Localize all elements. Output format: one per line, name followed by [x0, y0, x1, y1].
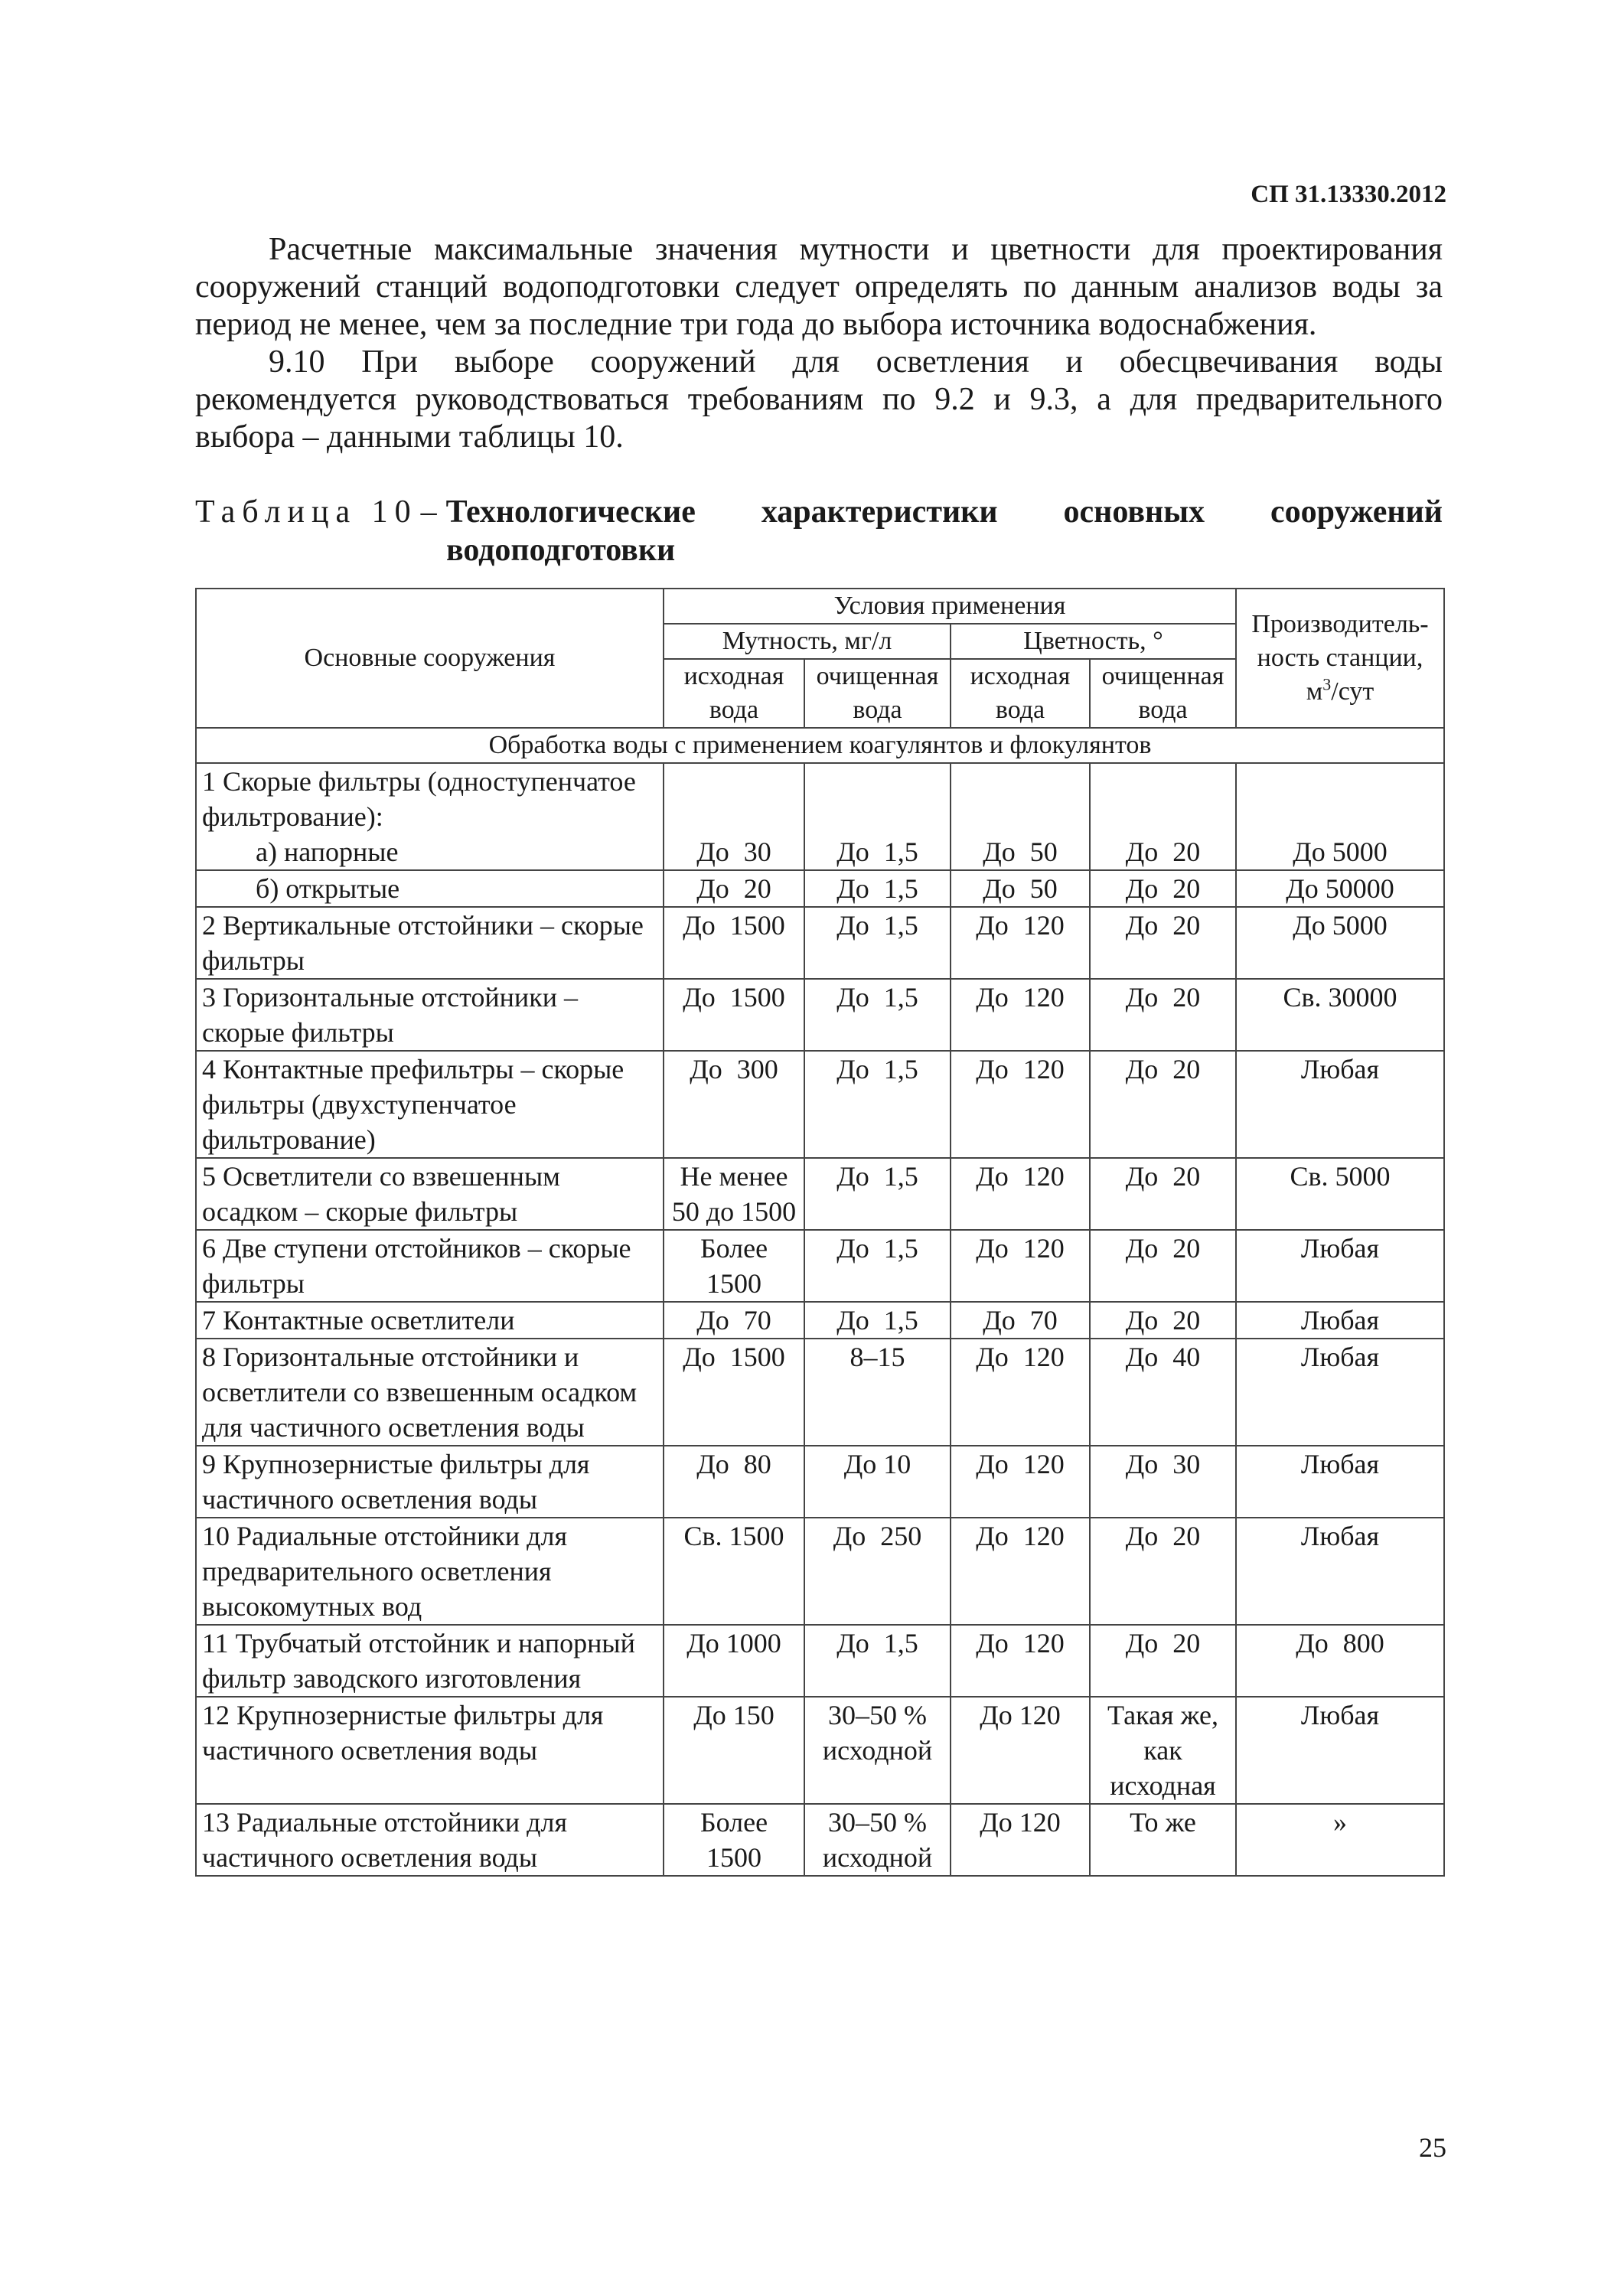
capacity: Св. 30000 — [1236, 979, 1444, 1051]
color-treated: До 20 — [1090, 1625, 1236, 1697]
turbidity-source: До 300 — [664, 1051, 804, 1158]
structure-name: 12 Крупнозернистые фильтры для частичного осветления воды — [196, 1697, 664, 1804]
group-title: 1 Скорые фильтры (одноступенчатое фильтрование): — [202, 766, 636, 832]
section-header: Обработка воды с применением коагулянтов и флокулянтов — [196, 728, 1444, 763]
turbidity-source: Более 1500 — [664, 1804, 804, 1876]
color-treated: До 20 — [1090, 1158, 1236, 1230]
color-treated: До 20 — [1090, 1302, 1236, 1339]
paragraph-line: Расчетные максимальные значения мутности и цветности для проектирования — [269, 232, 1443, 267]
characteristics-table — [195, 588, 1445, 1877]
turbidity-source: До 30 — [664, 763, 804, 870]
capacity: Любая — [1236, 1339, 1444, 1446]
turbidity-treated: До 1,5 — [804, 1230, 951, 1302]
table-row — [196, 1230, 1444, 1302]
header-capacity-sup: 3 — [1322, 674, 1332, 694]
color-treated: До 30 — [1090, 1446, 1236, 1518]
paragraph-line: сооружений станций водоподготовки следует определять по данным анализов воды за — [195, 269, 1443, 305]
structure-name: 7 Контактные осветлители — [196, 1302, 664, 1339]
table-caption — [195, 493, 1443, 569]
caption-dash: – — [420, 494, 437, 530]
table-row — [196, 870, 1444, 907]
header-turbidity-source: исходная вода — [664, 659, 804, 728]
structure-name: 4 Контактные префильтры – скорые фильтры (двухступенчатое фильтрование) — [196, 1051, 664, 1158]
table-row — [196, 1625, 1444, 1697]
structure-name: б) открытые — [196, 870, 664, 907]
capacity: » — [1236, 1804, 1444, 1876]
structure-name — [196, 763, 664, 870]
capacity: До 800 — [1236, 1625, 1444, 1697]
turbidity-source: До 1500 — [664, 907, 804, 979]
paragraph-line: 9.10 При выборе сооружений для осветления и обесцвечивания воды — [269, 344, 1443, 380]
turbidity-treated: 30–50 % исходной — [804, 1697, 951, 1804]
structure-name: 8 Горизонтальные отстойники и осветлители со взвешенным осадком для частичного осветления воды — [196, 1339, 664, 1446]
turbidity-treated: До 10 — [804, 1446, 951, 1518]
table-row — [196, 1302, 1444, 1339]
header-capacity — [1236, 589, 1444, 728]
color-treated: До 20 — [1090, 763, 1236, 870]
structure-name: 2 Вертикальные отстойники – скорые фильтры — [196, 907, 664, 979]
table-row — [196, 1158, 1444, 1230]
body-text — [195, 231, 1443, 456]
turbidity-treated: До 1,5 — [804, 1302, 951, 1339]
table-label: Таблица 10 — [195, 494, 418, 530]
color-treated: До 20 — [1090, 1051, 1236, 1158]
turbidity-treated: До 1,5 — [804, 870, 951, 907]
turbidity-treated: До 1,5 — [804, 1051, 951, 1158]
table-row — [196, 1339, 1444, 1446]
color-treated: До 20 — [1090, 907, 1236, 979]
capacity: Любая — [1236, 1051, 1444, 1158]
color-treated: До 20 — [1090, 1518, 1236, 1625]
table-title-continued: водоподготовки — [446, 533, 676, 568]
table-row — [196, 1804, 1444, 1876]
capacity: Любая — [1236, 1446, 1444, 1518]
color-treated: До 20 — [1090, 870, 1236, 907]
turbidity-source: До 1500 — [664, 1339, 804, 1446]
header-color: Цветность, ° — [951, 624, 1236, 659]
color-source: До 120 — [951, 907, 1090, 979]
turbidity-source: До 1000 — [664, 1625, 804, 1697]
header-main-structures: Основные сооружения — [196, 589, 664, 728]
table-row — [196, 1518, 1444, 1625]
table-row — [196, 763, 1444, 870]
structure-name: 11 Трубчатый отстойник и напорный фильтр заводского изготовления — [196, 1625, 664, 1697]
paragraph-line: выбора – данными таблицы 10. — [195, 419, 624, 455]
turbidity-treated: До 1,5 — [804, 1625, 951, 1697]
structure-name: 5 Осветлители со взвешенным осадком – скорые фильтры — [196, 1158, 664, 1230]
turbidity-source: До 150 — [664, 1697, 804, 1804]
color-source: До 120 — [951, 1158, 1090, 1230]
structure-subname: а) напорные — [256, 837, 399, 867]
turbidity-treated: До 1,5 — [804, 979, 951, 1051]
color-treated: До 20 — [1090, 979, 1236, 1051]
table-row — [196, 1697, 1444, 1804]
color-source: До 120 — [951, 979, 1090, 1051]
table-title: Технологические характеристики основных сооружений — [445, 494, 1443, 530]
color-treated: То же — [1090, 1804, 1236, 1876]
capacity: До 50000 — [1236, 870, 1444, 907]
table-row — [196, 907, 1444, 979]
structure-name: 3 Горизонтальные отстойники – скорые фильтры — [196, 979, 664, 1051]
color-source: До 120 — [951, 1804, 1090, 1876]
color-source: До 50 — [951, 870, 1090, 907]
turbidity-source: Более 1500 — [664, 1230, 804, 1302]
turbidity-treated: До 250 — [804, 1518, 951, 1625]
turbidity-source: До 20 — [664, 870, 804, 907]
turbidity-source: Св. 1500 — [664, 1518, 804, 1625]
capacity: До 5000 — [1236, 763, 1444, 870]
color-source: До 120 — [951, 1230, 1090, 1302]
capacity: Любая — [1236, 1697, 1444, 1804]
color-source: До 120 — [951, 1697, 1090, 1804]
header-turbidity: Мутность, мг/л — [664, 624, 951, 659]
color-source: До 120 — [951, 1051, 1090, 1158]
table-row — [196, 979, 1444, 1051]
turbidity-source: До 1500 — [664, 979, 804, 1051]
turbidity-treated: До 1,5 — [804, 1158, 951, 1230]
paragraph-1 — [195, 231, 1443, 344]
turbidity-treated: До 1,5 — [804, 763, 951, 870]
structure-name: 9 Крупнозернистые фильтры для частичного осветления воды — [196, 1446, 664, 1518]
color-source: До 120 — [951, 1339, 1090, 1446]
color-source: До 70 — [951, 1302, 1090, 1339]
paragraph-line: период не менее, чем за последние три года до выбора источника водоснабжения. — [195, 307, 1317, 342]
paragraph-line: рекомендуется руководствоваться требованиям по 9.2 и 9.3, а для предварительного — [195, 382, 1443, 417]
structure-name: 10 Радиальные отстойники для предварительного осветления высокомутных вод — [196, 1518, 664, 1625]
header-capacity-text: Производитель-ность станции, м — [1251, 610, 1429, 706]
turbidity-source: До 80 — [664, 1446, 804, 1518]
structure-name: 13 Радиальные отстойники для частичного осветления воды — [196, 1804, 664, 1876]
color-source: До 120 — [951, 1446, 1090, 1518]
turbidity-treated: 30–50 % исходной — [804, 1804, 951, 1876]
table-row — [196, 1446, 1444, 1518]
turbidity-source: До 70 — [664, 1302, 804, 1339]
page-number: 25 — [1419, 2132, 1446, 2163]
color-treated: Такая же, как исходная — [1090, 1697, 1236, 1804]
document-code: СП 31.13330.2012 — [1251, 181, 1446, 208]
capacity: До 5000 — [1236, 907, 1444, 979]
capacity: Любая — [1236, 1230, 1444, 1302]
capacity: Любая — [1236, 1302, 1444, 1339]
table-row — [196, 1051, 1444, 1158]
paragraph-2 — [195, 344, 1443, 456]
turbidity-treated: 8–15 — [804, 1339, 951, 1446]
header-color-source: исходная вода — [951, 659, 1090, 728]
color-source: До 120 — [951, 1518, 1090, 1625]
turbidity-treated: До 1,5 — [804, 907, 951, 979]
structure-name: 6 Две ступени отстойников – скорые фильтры — [196, 1230, 664, 1302]
capacity: Св. 5000 — [1236, 1158, 1444, 1230]
header-conditions: Условия применения — [664, 589, 1236, 624]
header-turbidity-treated: очищенная вода — [804, 659, 951, 728]
color-source: До 50 — [951, 763, 1090, 870]
color-treated: До 20 — [1090, 1230, 1236, 1302]
turbidity-source: Не менее 50 до 1500 — [664, 1158, 804, 1230]
color-source: До 120 — [951, 1625, 1090, 1697]
capacity: Любая — [1236, 1518, 1444, 1625]
header-color-treated: очищенная вода — [1090, 659, 1236, 728]
color-treated: До 40 — [1090, 1339, 1236, 1446]
header-capacity-unit: /сут — [1331, 677, 1375, 706]
